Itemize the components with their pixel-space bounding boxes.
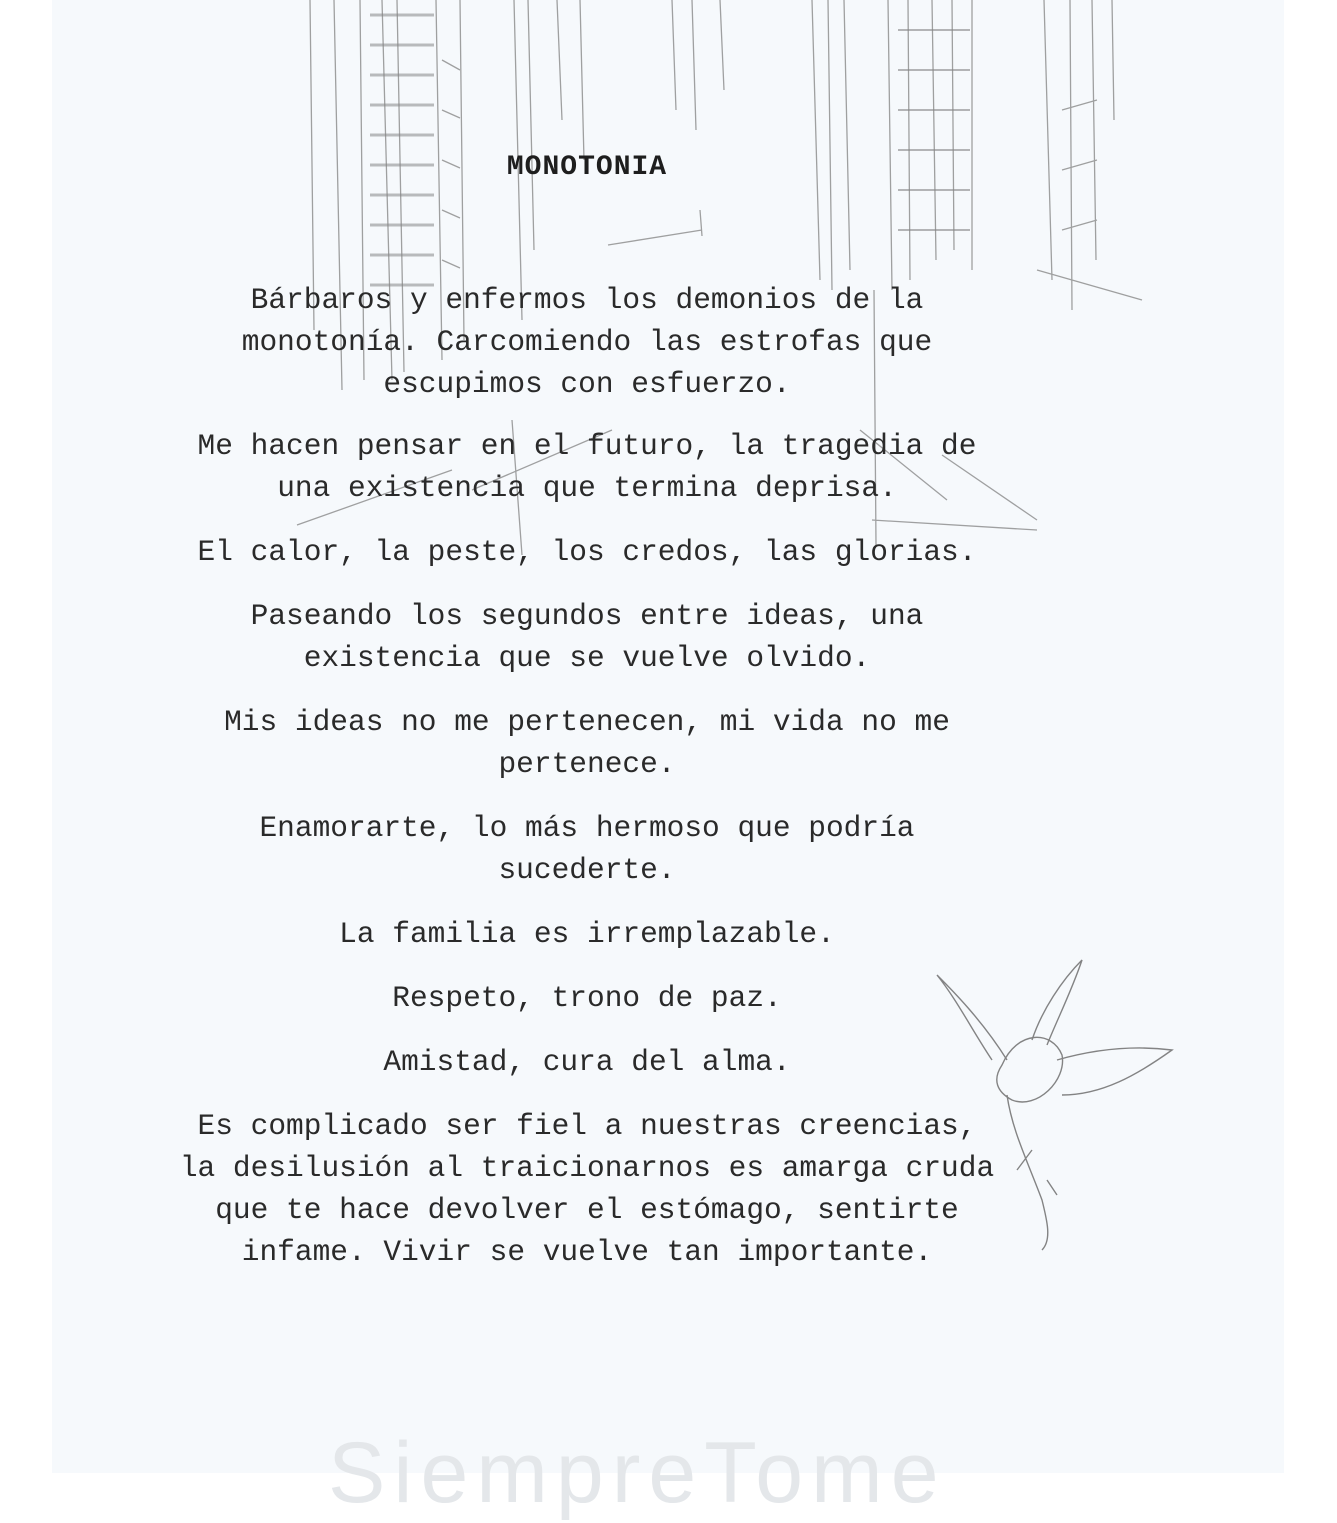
stanza: El calor, la peste, los credos, las glorias. <box>197 535 977 569</box>
stanza: Respeto, trono de paz. <box>392 981 782 1015</box>
stanza: La familia es irremplazable. <box>339 917 835 951</box>
poem <box>172 152 1002 1295</box>
stanza: Enamorarte, lo más hermoso que podría sucederte. <box>259 811 915 887</box>
stanza: Bárbaros y enfermos los demonios de la monotonía. Carcomiendo las estrofas que escupimos con esfuerzo. <box>241 283 933 401</box>
stanza: Es complicado ser fiel a nuestras creencias, la desilusión al traicionarnos es amarga cruda que te hace devolver el estómago, sentirte infame. Vivir se vuelve tan importante. <box>179 1109 995 1269</box>
stanza: Mis ideas no me pertenecen, mi vida no me pertenece. <box>224 705 950 781</box>
watermark: SiempreTome <box>328 1425 947 1521</box>
stanza: Me hacen pensar en el futuro, la tragedia de una existencia que termina deprisa. <box>197 429 977 505</box>
stanza: Paseando los segundos entre ideas, una existencia que se vuelve olvido. <box>250 599 924 675</box>
scanned-page <box>52 0 1284 1521</box>
poem-title: MONOTONIA <box>506 152 668 183</box>
stanza: Amistad, cura del alma. <box>383 1045 791 1079</box>
